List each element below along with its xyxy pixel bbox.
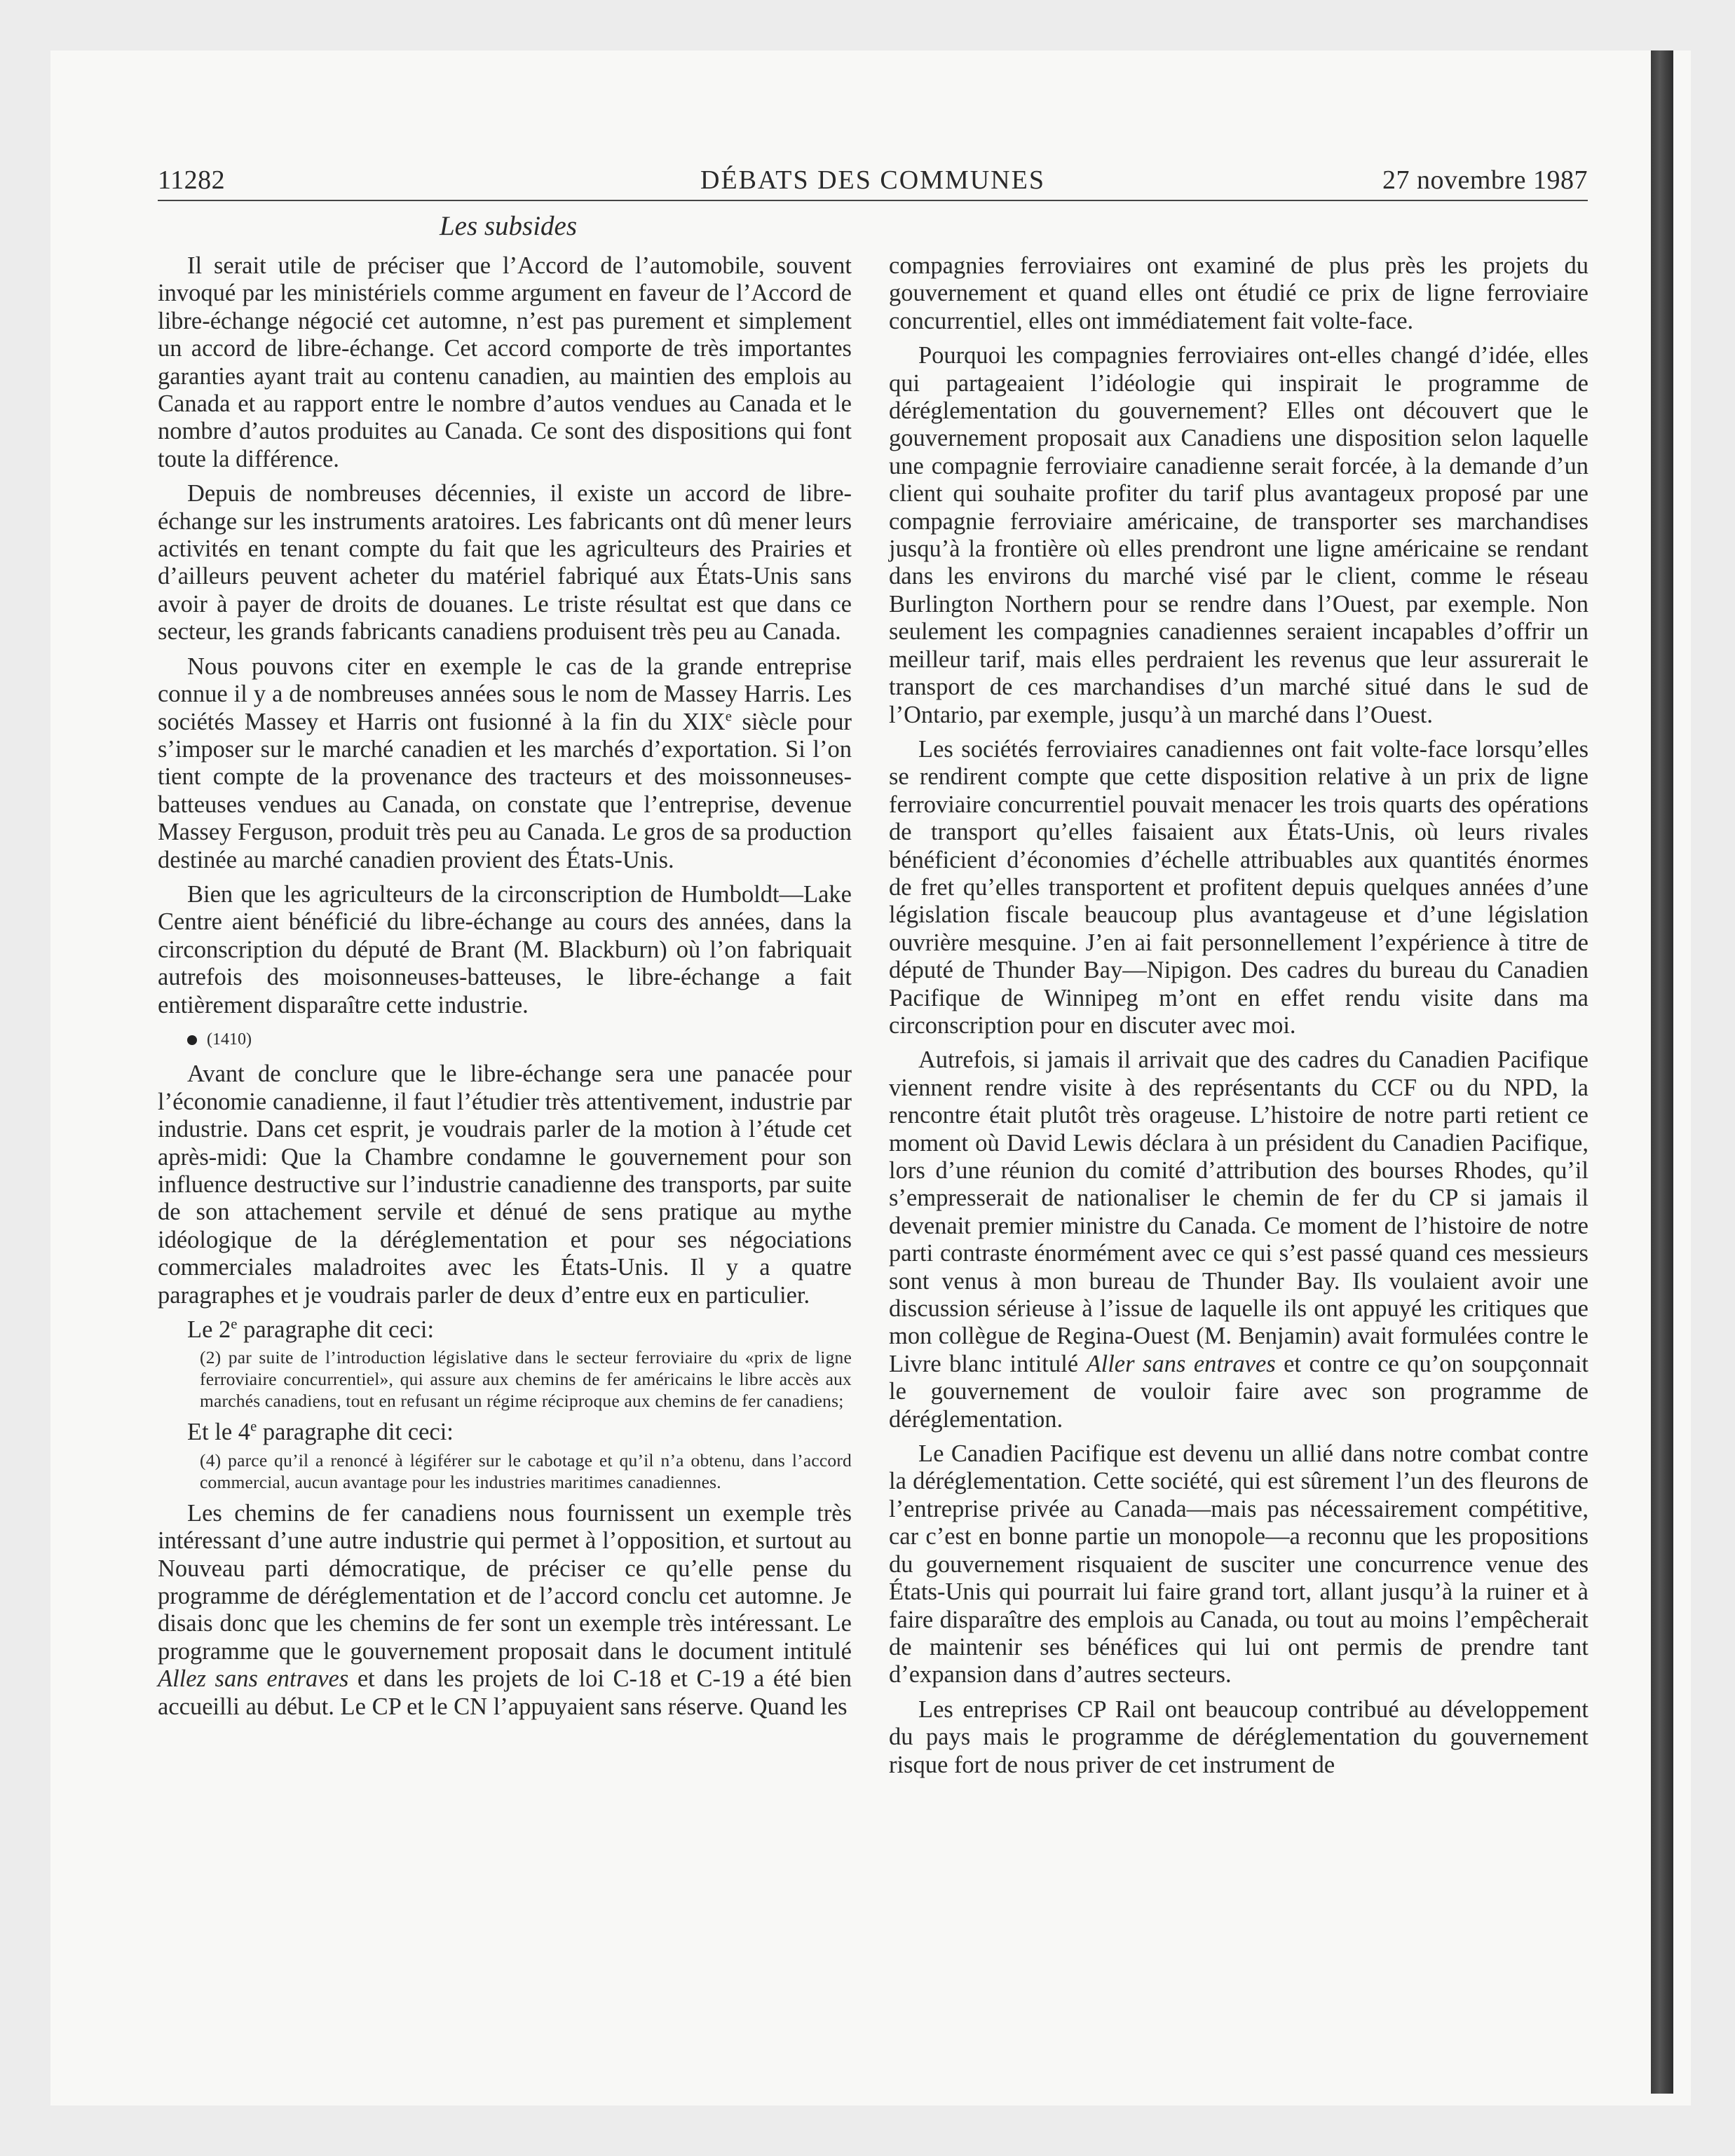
section-title: Les subsides [439, 211, 578, 241]
paragraph: Depuis de nombreuses décennies, il existe un accord de libre-échange sur les instruments aratoires. Les fabricants ont dû mener leurs activités en tenant compte du fait que les agriculteurs des Prairies et d’ailleurs peuvent acheter du matériel fabriqué aux États-Unis sans avoir à payer de droits de douanes. Le triste résultat est que dans ce secteur, les grands fabricants canadiens produisent très peu au Canada. [158, 480, 852, 646]
paragraph: Les entreprises CP Rail ont beaucoup contribué au développement du pays mais le programme de déréglementation du gouvernement risque fort de nous priver de cet instrument de [889, 1696, 1588, 1778]
paragraph-text: Les chemins de fer canadiens nous fournissent un exemple très intéressant d’une autre industrie qui permet à l’opposition, et surtout au Nouveau parti démocratique, de préciser ce qu’elle pense du programme de déréglementation et de l’accord conclu cet automne. Je disais donc que les chemins de fer sont un exemple très intéressant. Le programme que le gouvernement proposait dans le document intitulé [158, 1499, 852, 1665]
quote-lead-text: Le 2 [187, 1316, 231, 1344]
quote-lead-text: paragraphe dit ceci: [237, 1316, 435, 1344]
paragraph: Le Canadien Pacifique est devenu un allié dans notre combat contre la déréglementation. Cette société, qui est sûrement l’un des fleurons de l’entreprise privée au Canada—mais pas nécessairement compétitive, car c’est en bonne partie un monopole—a reconnu que les propositions du gouvernement risquaient de susciter une concurrence venue des États-Unis qui pourrait lui faire grand tort, allant jusqu’à la ruiner et à faire disparaître des emplois au Canada, ou tout au moins l’empêcherait de maintenir ses bénéfices qui lui ont permis de prendre tant d’expansion dans d’autres secteurs. [889, 1440, 1588, 1688]
document-title: Aller sans entraves [1086, 1350, 1276, 1377]
paragraph: Il serait utile de préciser que l’Accord de l’automobile, souvent invoqué par les ministériels comme argument en faveur de l’Accord de libre-échange négocié cet automne, n’est pas purement et simplement un accord de libre-échange. Cet accord comporte de très importantes garanties ayant trait au contenu canadien, au maintien des emplois au Canada et au rapport entre le nombre d’autos vendues au Canada et le nombre d’autos produites au Canada. Ce sont des dispositions qui font toute la différence. [158, 252, 852, 472]
paragraph-text: Nous pouvons citer en exemple le cas de la grande entreprise connue il y a de nombreuses années sous le nom de Massey Harris. Les sociétés Massey et Harris ont fusionné à la fin du XIX [158, 653, 852, 735]
paragraph-text: et dans les projets de loi C-18 et C-19 a été bien accueilli au début. Le CP et le CN l’appuyaient sans réserve. Quand les [158, 1665, 852, 1720]
publication-title: DÉBATS DES COMMUNES [700, 165, 1045, 195]
quote-lead [158, 1419, 852, 1446]
paragraph [158, 1500, 852, 1721]
quote-lead-text: Et le 4 [187, 1419, 251, 1446]
quoted-paragraph: (2) par suite de l’introduction législative dans le secteur ferroviaire du «prix de ligne ferroviaire concurrentiel», qui assure aux chemins de fer américains le libre accès aux marchés canadiens, tout en refusant un régime réciproque aux chemins de fer canadiens; [200, 1347, 852, 1412]
paragraph [158, 653, 852, 874]
superscript: e [725, 709, 732, 724]
quote-lead [158, 1316, 852, 1344]
time-marker [158, 1026, 852, 1053]
superscript: e [250, 1419, 257, 1435]
publication-date: 27 novembre 1987 [1382, 165, 1588, 195]
quoted-paragraph: (4) parce qu’il a renoncé à légiférer sur le cabotage et qu’il n’a obtenu, dans l’accord commercial, aucun avantage pour les industries maritimes canadiennes. [200, 1449, 852, 1492]
bullet-icon [187, 1035, 197, 1045]
paragraph: compagnies ferroviaires ont examiné de plus près les projets du gouvernement et quand elles ont étudié ce prix de ligne ferroviaire concurrentiel, elles ont immédiatement fait volte-face. [889, 252, 1588, 334]
paragraph: Bien que les agriculteurs de la circonscription de Humboldt—Lake Centre aient bénéficié du libre-échange au cours des années, dans la circonscription du député de Brant (M. Blackburn) où l’on fabriquait autrefois des moisonneuses-batteuses, le libre-échange a fait entièrement disparaître cette industrie. [158, 880, 852, 1018]
paragraph: Avant de conclure que le libre-échange sera une panacée pour l’économie canadienne, il faut l’étudier très attentivement, industrie par industrie. Dans cet esprit, je voudrais parler de la motion à l’étude cet après-midi: Que la Chambre condamne le gouvernement pour son influence destructive sur l’industrie canadienne des transports, par suite de son attachement servile et dénué de sens pratique au mythe idéologique de la déréglementation et pour ses négociations commerciales maladroites avec les États-Unis. Il y a quatre paragraphes et je voudrais parler de deux d’entre eux en particulier. [158, 1060, 852, 1309]
paragraph-text: et contre ce qu’on soupçonnait le gouvernement de vouloir faire avec son programme de déréglementation. [889, 1350, 1588, 1433]
time-marker-text: (1410) [207, 1030, 252, 1049]
paragraph [889, 1046, 1588, 1433]
paragraph: Les sociétés ferroviaires canadiennes ont fait volte-face lorsqu’elles se rendirent compte que cette disposition relative à un prix de ligne ferroviaire concurrentiel pouvait menacer les trois quarts des opérations de transport qu’elles faisaient aux États-Unis, où leurs rivales bénéficient d’économies d’échelle attribuables aux quantités énormes de fret qu’elles transportent et profitent depuis quelques années d’une législation fiscale beaucoup plus avantageuse et d’une législation ouvrière mesquine. J’en ai fait personnellement l’expérience à titre de député de Thunder Bay—Nipigon. Des cadres du bureau du Canadien Pacifique de Winnipeg m’ont en effet rendu visite dans ma circonscription pour en discuter avec moi. [889, 735, 1588, 1039]
paragraph-text: siècle pour s’imposer sur le marché canadien et les marchés d’exportation. Si l’on tient compte de la provenance des tracteurs et des moissonneuses-batteuses vendues au Canada, on constate que l’entreprise, devenue Massey Ferguson, produit très peu au Canada. Le gros de sa production destinée au marché canadien provient des États-Unis. [158, 708, 852, 873]
page-number: 11282 [158, 165, 226, 195]
page-header [158, 165, 1588, 201]
left-column [158, 252, 852, 1728]
quote-lead-text: paragraphe dit ceci: [257, 1419, 454, 1446]
paragraph: Pourquoi les compagnies ferroviaires ont-elles changé d’idée, elles qui partageaient l’idéologie qui inspirait le programme de déréglementation du gouvernement? Elles ont découvert que le gouvernement proposait aux Canadiens une disposition selon laquelle une compagnie ferroviaire canadienne serait forcée, à la demande d’un client qui souhaite profiter du tarif plus avantageux proposé par une compagnie ferroviaire américaine, de transporter ses marchandises jusqu’à la frontière où elles prendront une ligne américaine se rendant dans les environs du marché visé par le client, comme le réseau Burlington Northern pour se rendre dans l’Ouest, par exemple. Non seulement les compagnies canadiennes seraient incapables d’offrir un meilleur tarif, mais elles perdraient les revenus que leur assurerait le transport de ces marchandises d’un marché situé dans le sud de l’Ontario, par exemple, jusqu’à un marché dans l’Ouest. [889, 342, 1588, 728]
right-column [889, 252, 1588, 1786]
paragraph-text: Autrefois, si jamais il arrivait que des cadres du Canadien Pacifique viennent rendre visite à des représentants du CCF ou du NPD, la rencontre était plutôt très orageuse. L’histoire de notre parti retient ce moment où David Lewis déclara à un président du Canadien Pacifique, lors d’une réunion du comité d’attribution des bourses Rhodes, qu’il s’empresserait de nationaliser le chemin de fer du CP si jamais il devenait premier ministre du Canada. Ce moment de l’histoire de notre parti contraste énormément avec ce qui s’est passé quand ces messieurs sont venus à mon bureau de Thunder Bay. Ils voulaient avoir une discussion sérieuse à l’issue de laquelle ils ont appuyé les critiques que mon collègue de Regina-Ouest (M. Benjamin) avait formulées contre le Livre blanc intitulé [889, 1046, 1588, 1377]
superscript: e [231, 1316, 238, 1332]
document-title: Allez sans entraves [158, 1665, 349, 1693]
scan-edge [1651, 50, 1673, 2094]
